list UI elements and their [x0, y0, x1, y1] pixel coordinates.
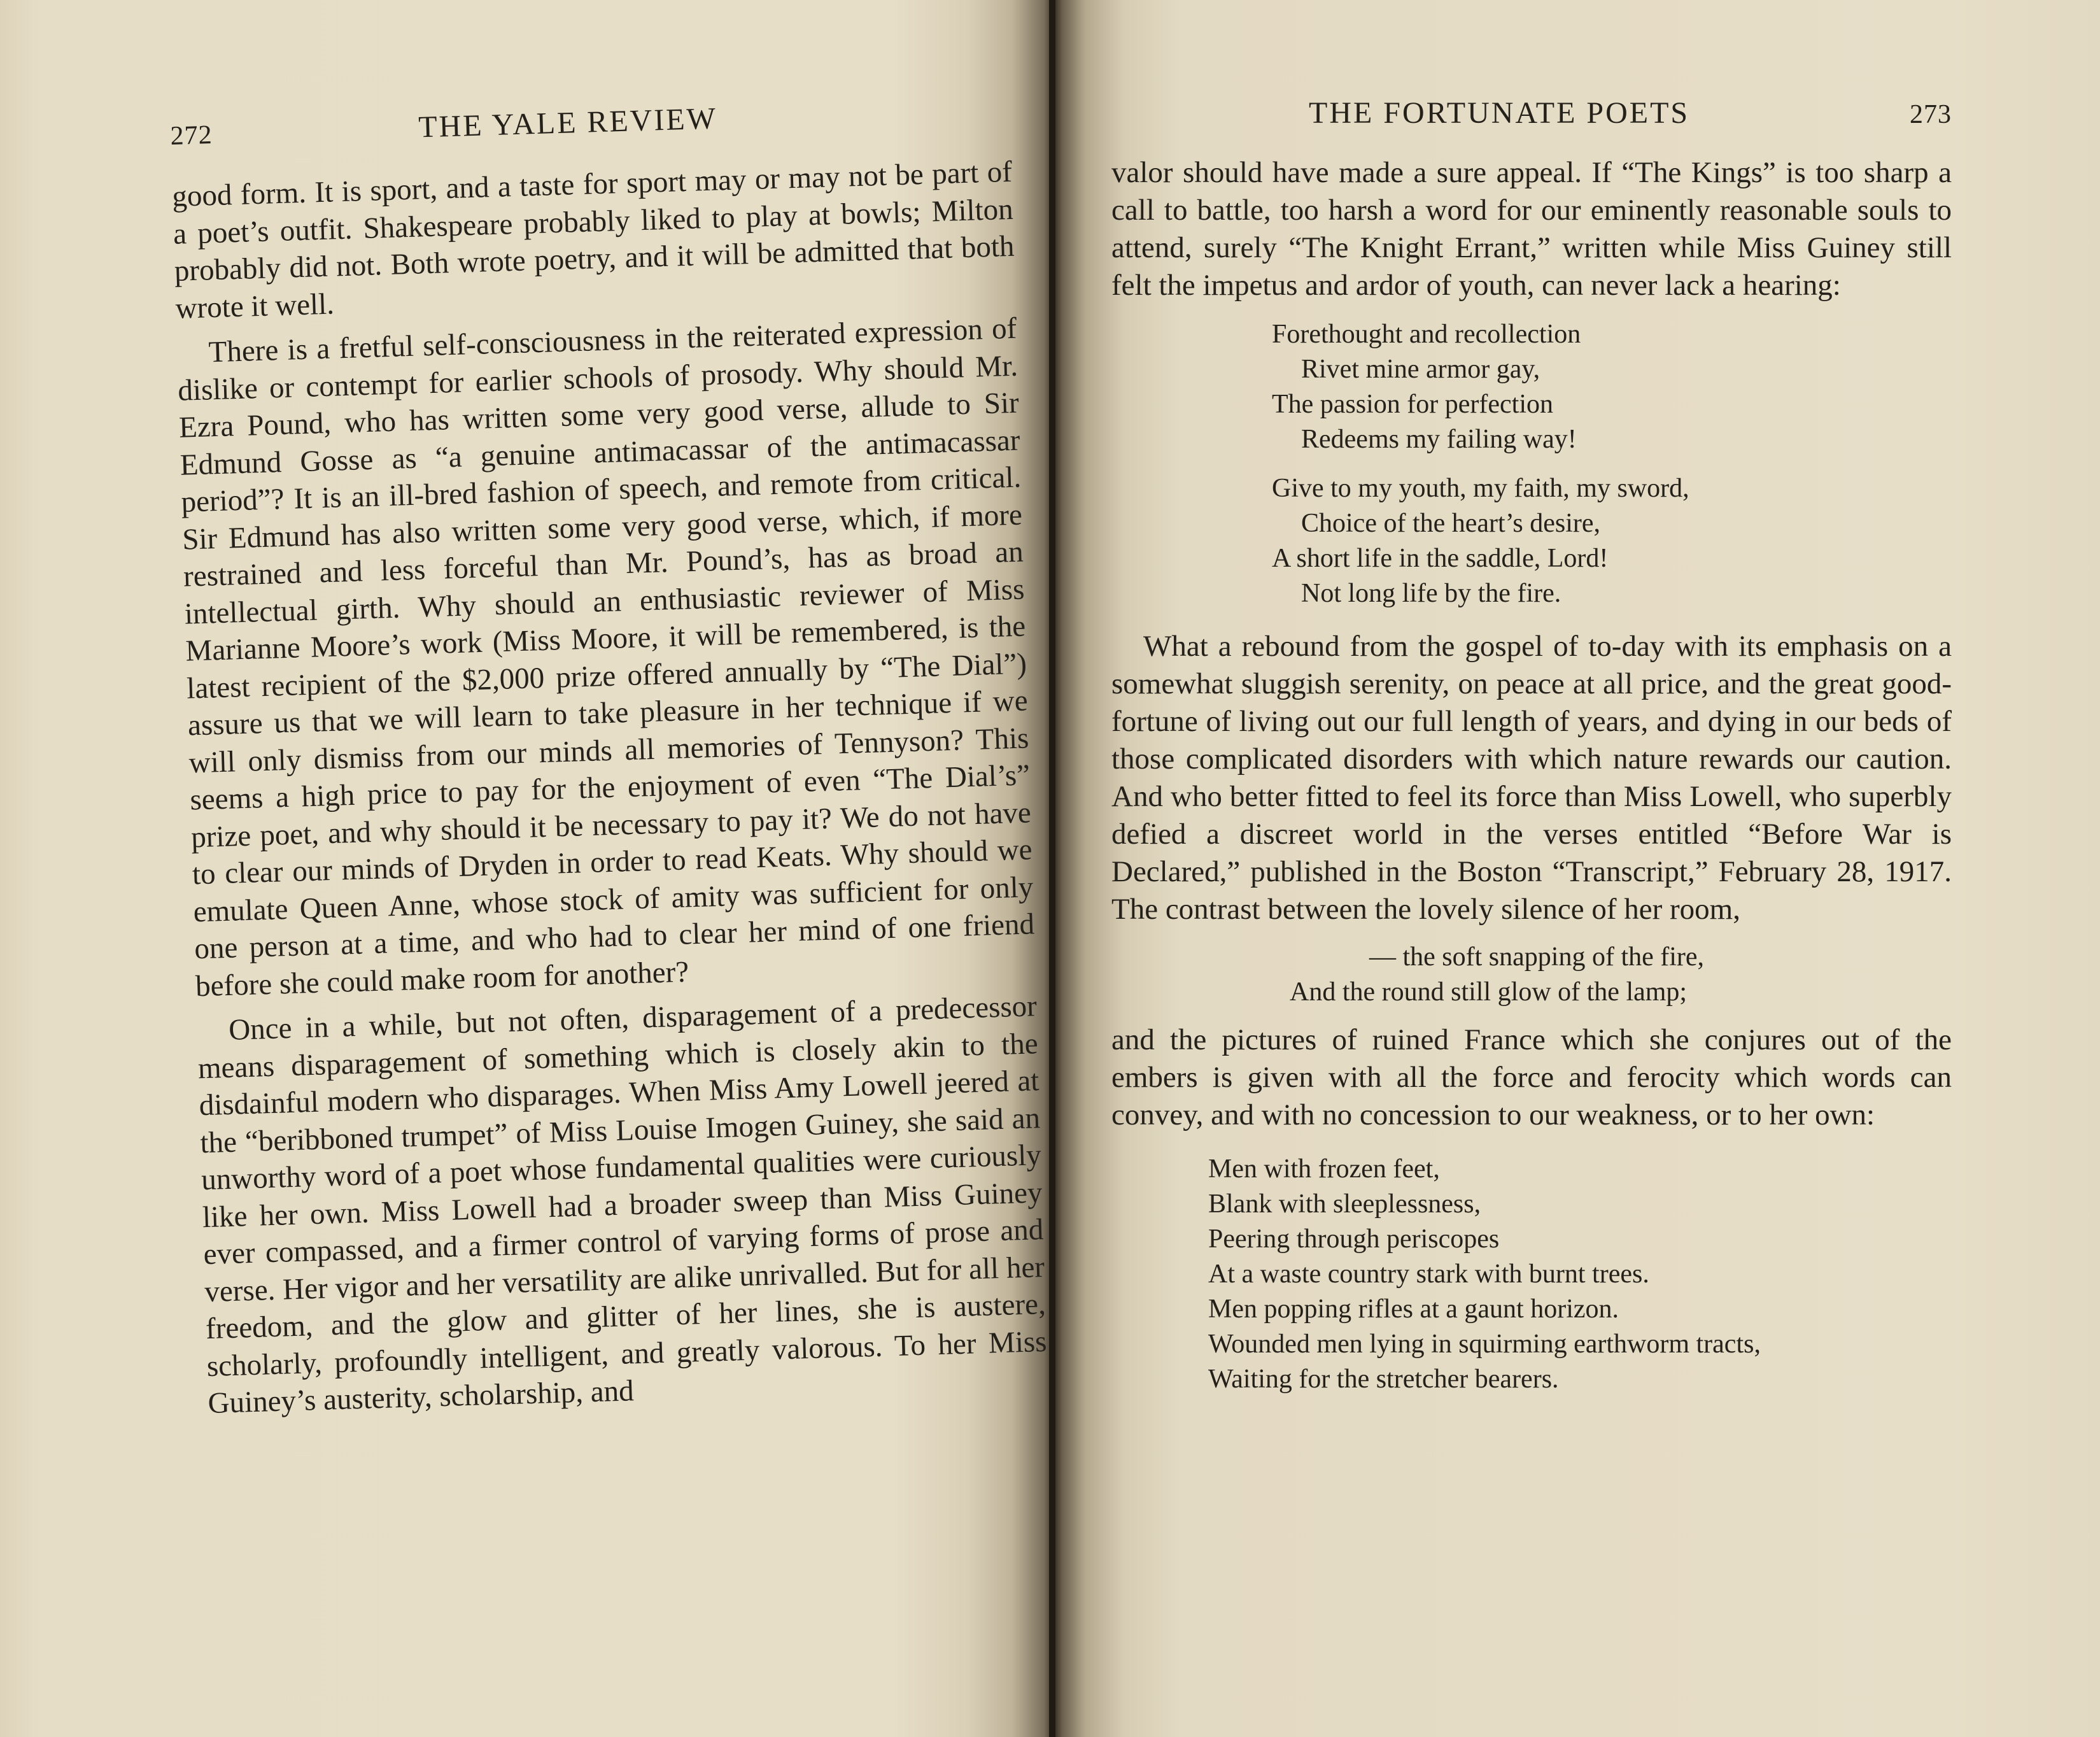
poem-line: Men with frozen feet, [1208, 1154, 1440, 1184]
left-text-block [169, 77, 1048, 1422]
poem-fire-lamp [1290, 940, 1952, 1010]
poem-line: A short life in the saddle, Lord! [1272, 544, 1609, 573]
poem-line: Give to my youth, my faith, my sword, [1272, 474, 1689, 503]
right-running-head [1111, 96, 1952, 154]
right-paragraph-1: valor should have made a sure appeal. If “The Kings” is too sharp a call to battle, too harsh a word for our eminently reasonable souls to attend, surely “The Knight Errant,” written while Miss Guiney still felt the impetus and ardor of youth, can never lack a hearing: [1111, 156, 1952, 302]
poem-line: The passion for perfection [1272, 390, 1554, 419]
left-paragraph-3: Once in a while, but not often, disparagement of a predecessor means disparagement of something which is closely akin to the disdainful modern who disparages. When Miss Amy Lowell jeered at the “beribboned trumpet” of Miss Louise Imogen Guiney, she said an unworthy word of a poet whose fundamental qualities were curiously like her own. Miss Lowell had a broader sweep than Miss Guiney ever compassed, and a firmer control of varying forms of prose and verse. Her vigor and her versatility are alike unrivalled. But for all her freedom, and the glow and glitter of her lines, she is austere, scholarly, profoundly intelligent, and greatly valorous. To her Miss Guiney’s austerity, scholarship, and [197, 989, 1048, 1421]
right-page [1054, 0, 2100, 1737]
right-running-title: THE FORTUNATE POETS [1309, 96, 1690, 130]
poem-stanza-2 [1272, 471, 1952, 611]
left-page-number: 272 [169, 120, 213, 151]
poem-line: Blank with sleeplessness, [1208, 1189, 1481, 1219]
poem-war-lines [1208, 1152, 1952, 1397]
poem-line: Redeems my failing way! [1301, 425, 1577, 454]
poem-line: And the round still glow of the lamp; [1290, 977, 1688, 1007]
left-paragraph-2: There is a fretful self-consciousness in the reiterated expression of dislike or contempt for earlier schools of prosody. Why should Mr. Ezra Pound, who has written some very good verse, allude to Sir Edmund Gosse as “a genuine antimacassar of the antimacassar period”? It is an ill-bred fashion of speech, and remote from critical. Sir Edmund has also written some very good verse, which, if more restrained and less forceful than Mr. Pound’s, has as broad an intellectual girth. Why should an enthusiastic reviewer of Miss Marianne Moore’s work (Miss Moore, it will be remembered, is the latest recipient of the $2,000 prize offered annually by “The Dial”) assure us that we will learn to take pleasure in her technique if we will only dismiss from our minds all memories of Tennyson? This seems a high price to pay for the enjoyment of even “The Dial’s” prize poet, and why should it be necessary to pay it? We do not have to clear our minds of Dryden in order to read Keats. Why should we emulate Queen Anne, whose stock of amity was sufficient for only one person at a time, and who had to clear her mind of one friend before she could make room for another? [177, 311, 1035, 1003]
poem-line: Wounded men lying in squirming earthworm tracts, [1208, 1329, 1761, 1359]
right-paragraph-2: What a rebound from the gospel of to-day with its emphasis on a somewhat sluggish serenity, on peace at all price, and the great good-fortune of living out our full length of years, and dying in our beds of those complicated disorders with which nature rewards our caution. And who better fitted to feel its force than Miss Lowell, who superbly defied a discreet world in the verses entitled “Before War is Declared,” published in the Boston “Transcript,” February 28, 1917. The contrast between the lovely silence of her room, [1111, 630, 1952, 926]
book-gutter [1049, 0, 1055, 1737]
poem-line: At a waste country stark with burnt trees. [1208, 1259, 1649, 1289]
left-running-title: THE YALE REVIEW [418, 101, 718, 145]
poem-stanza-1 [1272, 317, 1952, 457]
poem-line: Not long life by the fire. [1301, 579, 1561, 608]
poem-line: Peering through periscopes [1208, 1224, 1500, 1254]
poem-line: Forethought and recollection [1272, 320, 1581, 349]
poem-line: — the soft snapping of the fire, [1369, 942, 1705, 972]
poem-line: Men popping rifles at a gaunt horizon. [1208, 1294, 1619, 1324]
right-text-block [1111, 96, 1952, 1397]
poem-line: Waiting for the stretcher bearers. [1208, 1365, 1559, 1394]
right-paragraph-3: and the pictures of ruined France which she conjures out of the embers is given with all the force and ferocity which words can convey, and with no concession to our weakness, or to her own: [1111, 1023, 1952, 1131]
poem-knight-errant [1272, 317, 1952, 611]
poem-line: Rivet mine armor gay, [1301, 355, 1540, 384]
right-page-number: 273 [1910, 100, 1952, 129]
poem-line: Choice of the heart’s desire, [1301, 509, 1600, 538]
left-paragraph-1: good form. It is sport, and a taste for sport may or may not be part of a poet’s outfit. Shakespeare probably liked to play at bowls; Milton probably did not. Both wrote poetry, and it will be admitted that both wrote it well. [171, 155, 1015, 325]
